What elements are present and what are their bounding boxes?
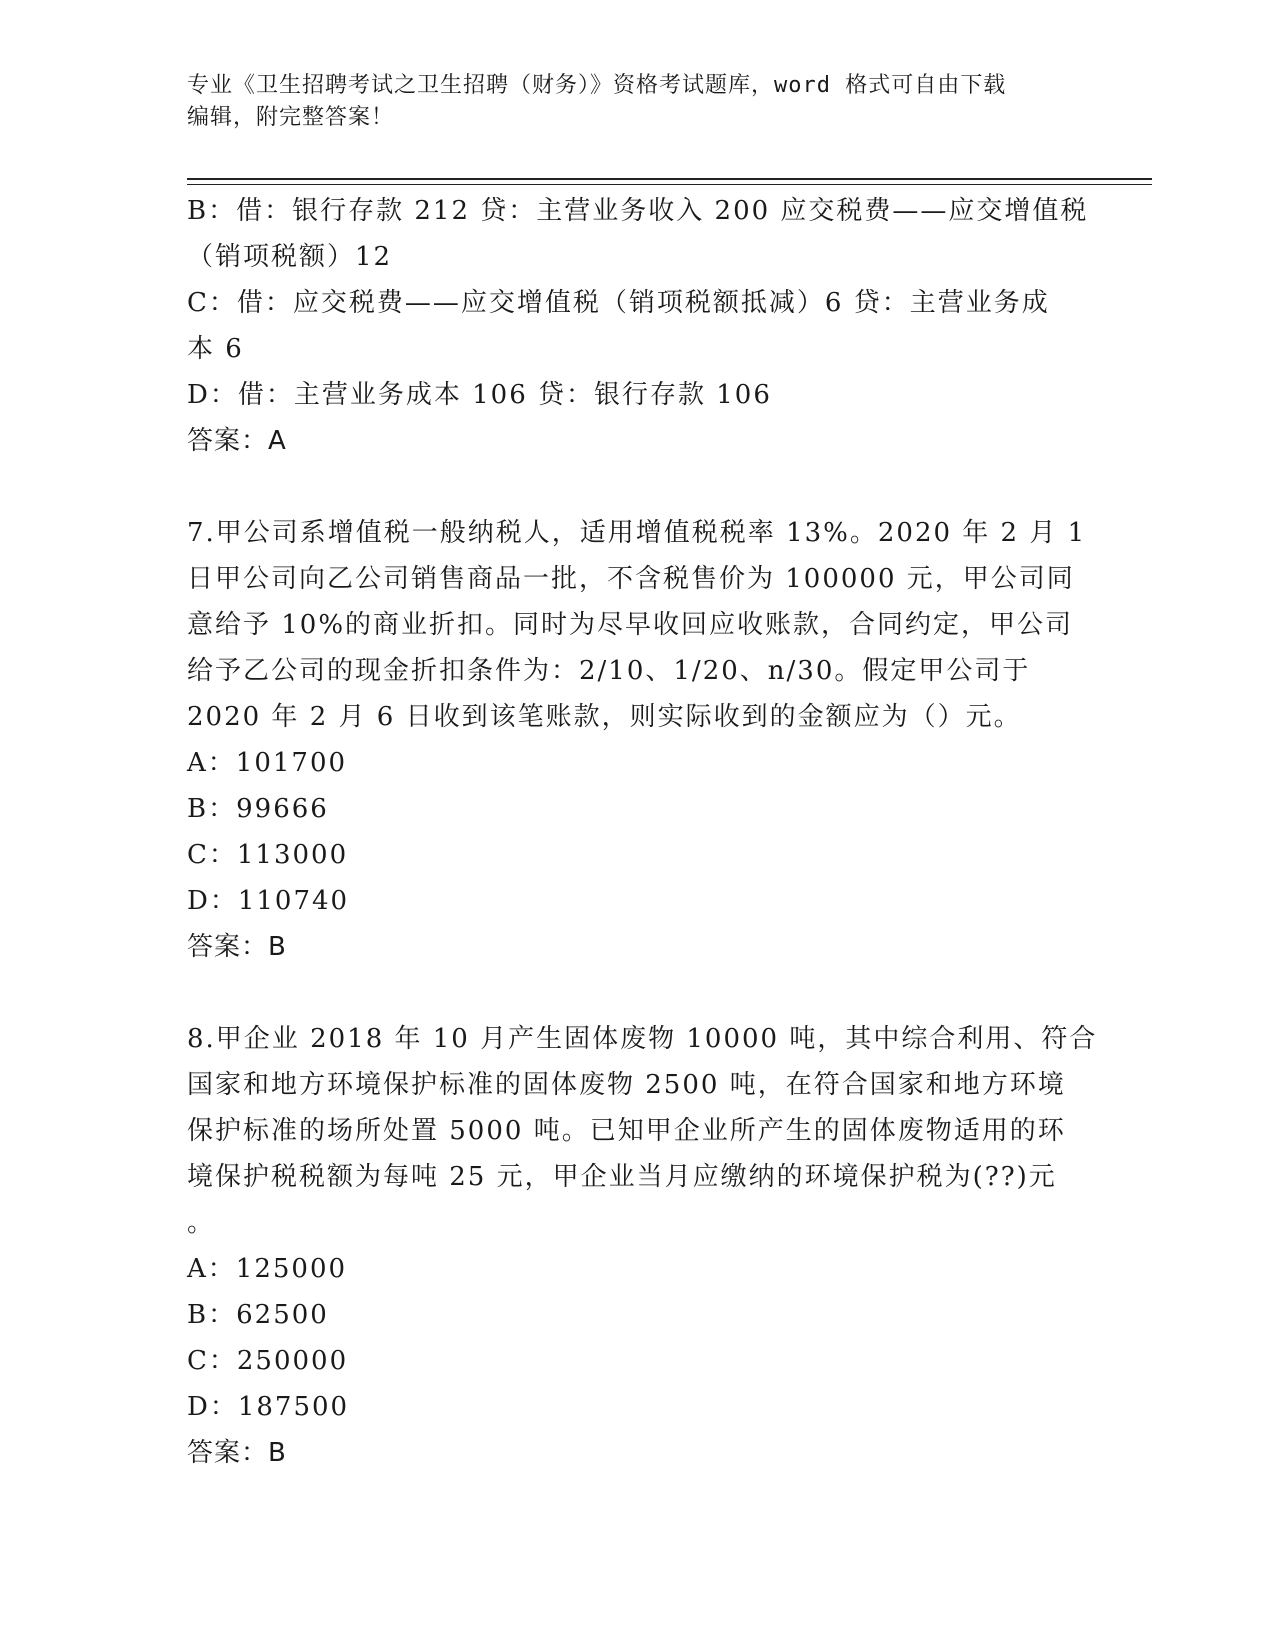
question-6-continued (187, 188, 1087, 464)
question-stem-line: 国家和地方环境保护标准的固体废物 2500 吨，在符合国家和地方环境 (187, 1070, 1066, 1100)
header-divider-thick (187, 178, 1152, 180)
option-c: C：250000 (187, 1346, 349, 1376)
option-b: B：62500 (187, 1300, 329, 1330)
question-stem-line: 7.甲公司系增值税一般纳税人，适用增值税税率 13%。2020 年 2 月 1 (187, 518, 1087, 548)
option-c: C：113000 (187, 840, 349, 870)
question-stem-line: 给予乙公司的现金折扣条件为：2/10、1/20、n/30。假定甲公司于 (187, 656, 1031, 686)
answer: 答案：A (187, 426, 287, 456)
option-a: A：101700 (187, 748, 348, 778)
question-stem-line: 境保护税税额为每吨 25 元，甲企业当月应缴纳的环境保护税为(??)元 (187, 1162, 1057, 1192)
option-c-line-2: 本 6 (187, 334, 244, 364)
option-c-line-1: C：借：应交税费——应交增值税（销项税额抵减）6 贷：主营业务成 (187, 288, 1050, 318)
option-d: D：借：主营业务成本 106 贷：银行存款 106 (187, 380, 772, 410)
question-stem-line: 8.甲企业 2018 年 10 月产生固体废物 10000 吨，其中综合利用、符合 (187, 1024, 1098, 1054)
answer: 答案：B (187, 1438, 287, 1468)
question-7 (187, 510, 1087, 970)
option-b-line-2: （销项税额）12 (187, 242, 393, 272)
header-line-2: 编辑，附完整答案！ (187, 105, 395, 130)
question-stem-line: 2020 年 2 月 6 日收到该笔账款，则实际收到的金额应为（）元。 (187, 702, 1022, 732)
header-line-1: 专业《卫生招聘考试之卫生招聘（财务）》资格考试题库，word 格式可自由下载 (187, 73, 1007, 98)
question-stem-line: 。 (187, 1208, 216, 1238)
question-stem-line: 日甲公司向乙公司销售商品一批，不含税售价为 100000 元，甲公司同 (187, 564, 1075, 594)
option-d: D：110740 (187, 886, 350, 916)
option-b-line-1: B：借：银行存款 212 贷：主营业务收入 200 应交税费——应交增值税 (187, 196, 1089, 226)
question-stem-line: 保护标准的场所处置 5000 吨。已知甲企业所产生的固体废物适用的环 (187, 1116, 1066, 1146)
document-header (187, 70, 1087, 134)
header-divider-thin (187, 184, 1152, 185)
option-d: D：187500 (187, 1392, 350, 1422)
question-spacer (187, 970, 1087, 1016)
document-body (187, 188, 1098, 1476)
question-stem-line: 意给予 10%的商业折扣。同时为尽早收回应收账款，合同约定，甲公司 (187, 610, 1074, 640)
option-b: B：99666 (187, 794, 329, 824)
question-spacer (187, 464, 1087, 510)
question-8 (187, 1016, 1098, 1476)
answer: 答案：B (187, 932, 287, 962)
option-a: A：125000 (187, 1254, 348, 1284)
